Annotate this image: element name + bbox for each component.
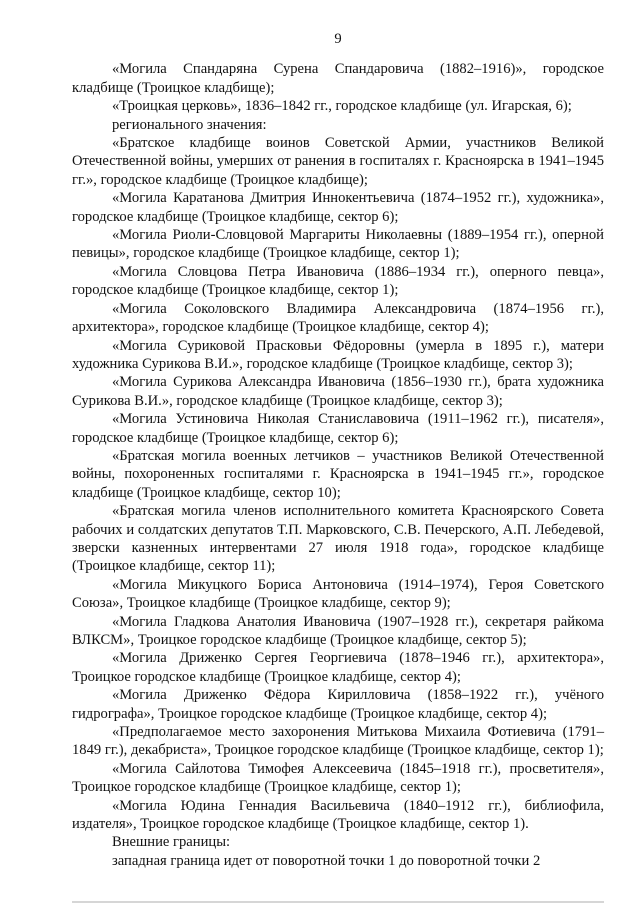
paragraph: «Могила Юдина Геннадия Васильевича (1840–1912 гг.), библиофила, издателя», Троицкое городское кладбище (Троицкое кладбище, сектор 1).: [72, 797, 604, 833]
paragraph: «Могила Риоли-Словцовой Маргариты Николаевны (1889–1954 гг.), оперной певицы», городское кладбище (Троицкое кладбище, сектор 1);: [72, 227, 604, 262]
paragraph: «Могила Соколовского Владимира Александровича (1874–1956 гг.), архитектора», городское кладбище (Троицкое кладбище, сектор 4);: [72, 300, 604, 336]
paragraph: «Могила Дриженко Сергея Георгиевича (1878–1946 гг.), архитектора», Троицкое городское кладбище (Троицкое кладбище, сектор 4);: [72, 650, 604, 685]
paragraph: «Могила Сайлотова Тимофея Алексеевича (1845–1918 гг.), просветителя», Троицкое городское кладбище (Троицкое кладбище, сектор 1);: [72, 760, 604, 796]
paragraph: «Братское кладбище воинов Советской Армии, участников Великой Отечественной войны, умерших от ранения в госпиталях г. Красноярска в 1941–1945 гг.», городское кладбище (Троицкое кладбище);: [72, 135, 604, 188]
paragraph: «Могила Каратанова Дмитрия Иннокентьевича (1874–1952 гг.), художника», городское кладбище (Троицкое кладбище, сектор 6);: [72, 190, 604, 225]
section-heading: Внешние границы:: [112, 834, 231, 851]
section-heading: регионального значения:: [112, 116, 267, 133]
paragraph: «Могила Гладкова Анатолия Ивановича (1907–1928 гг.), секретаря райкома ВЛКСМ», Троицкое городское кладбище (Троицкое кладбище, сектор 5);: [72, 613, 604, 648]
paragraph: западная граница идет от поворотной точки 1 до поворотной точки 2: [112, 852, 541, 869]
paragraph: «Могила Дриженко Фёдора Кирилловича (1858–1922 гг.), учёного гидрографа», Троицкое городское кладбище (Троицкое кладбище, сектор 4);: [72, 687, 604, 722]
document-body: [72, 60, 604, 870]
paragraph: «Могила Устиновича Николая Станиславовича (1911–1962 гг.), писателя», городское кладбище (Троицкое кладбище, сектор 6);: [72, 411, 604, 446]
paragraph: «Братская могила членов исполнительного комитета Красноярского Совета рабочих и солдатских депутатов Т.П. Марковского, С.В. Печерского, А.П. Лебедевой, зверски казненных интервентами 27 июля 1918 года», городское кладбище (Троицкое кладбище, сектор 11);: [72, 503, 604, 575]
paragraph: «Могила Спандаряна Сурена Спандаровича (1882–1916)», городское кладбище (Троицкое кладбище);: [72, 61, 604, 96]
paragraph: «Предполагаемое место захоронения Митькова Михаила Фотиевича (1791–1849 гг.), декабриста», Троицкое городское кладбище (Троицкое кладбище, сектор 1);: [72, 724, 604, 759]
paragraph: «Могила Суриковой Прасковьи Фёдоровны (умерла в 1895 г.), матери художника Сурикова В.И.», городское кладбище (Троицкое кладбище, сектор 3);: [72, 337, 604, 372]
paragraph: «Могила Сурикова Александра Ивановича (1856–1930 гг.), брата художника Сурикова В.И.», городское кладбище (Троицкое кладбище, сектор 3);: [72, 374, 604, 409]
scan-edge-line: [72, 901, 604, 903]
paragraph: «Могила Словцова Петра Ивановича (1886–1934 гг.), оперного певца», городское кладбище (Троицкое кладбище, сектор 1);: [72, 263, 604, 299]
page-number: 9: [334, 31, 342, 47]
paragraph: «Могила Микуцкого Бориса Антоновича (1914–1974), Героя Советского Союза», Троицкое кладбище (Троицкое кладбище, сектор 9);: [72, 576, 604, 612]
paragraph: «Троицкая церковь», 1836–1842 гг., городское кладбище (ул. Игарская, 6);: [112, 98, 572, 115]
paragraph: «Братская могила военных летчиков – участников Великой Отечественной войны, похороненных госпиталями г. Красноярска в 1941–1945 гг.», городское кладбище (Троицкое кладбище, сектор 10);: [72, 447, 604, 501]
